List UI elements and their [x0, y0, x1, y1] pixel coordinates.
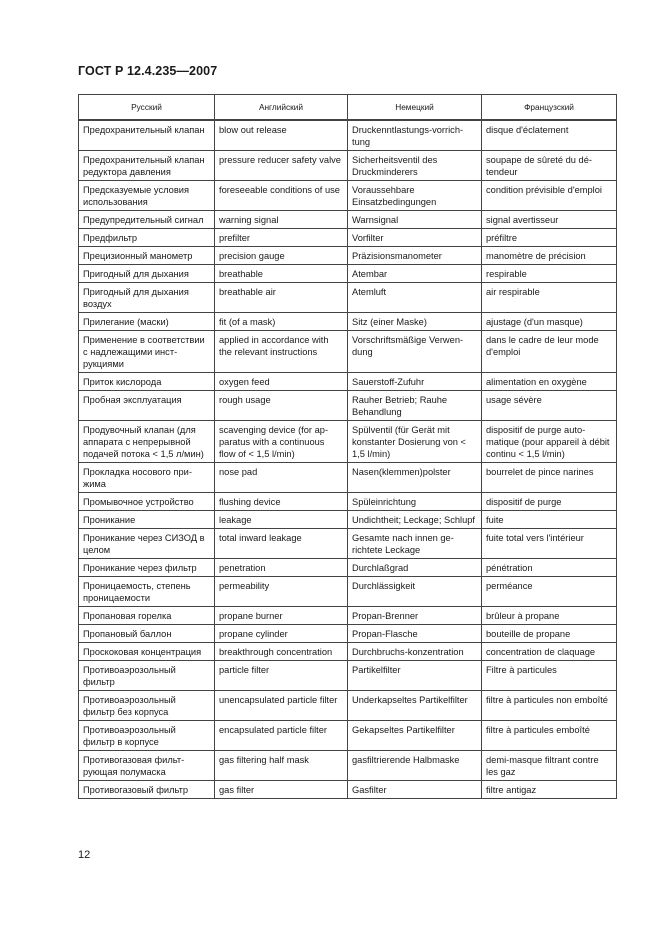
table-row — [79, 421, 617, 463]
cell-french: dispositif de purge automatique (pour appareil à débit continu < 1,5 l/min) — [482, 421, 617, 463]
cell-french: perméance — [482, 577, 617, 607]
cell-english: breathable — [215, 265, 348, 283]
cell-french: filtre antigaz — [482, 781, 617, 799]
cell-russian: Продувочный клапан (для аппарата с непрерывной подачей потока < 1,5 л/мин) — [79, 421, 215, 463]
table-row — [79, 265, 617, 283]
cell-german: Druckenntlastungs-vorrichtung — [348, 120, 482, 151]
cell-french: Filtre à particules — [482, 661, 617, 691]
cell-english: prefilter — [215, 229, 348, 247]
cell-english: warning signal — [215, 211, 348, 229]
cell-russian: Пригодный для дыхания — [79, 265, 215, 283]
cell-russian: Приток кислорода — [79, 373, 215, 391]
cell-french: fuite total vers l'intérieur — [482, 529, 617, 559]
cell-english: breakthrough concentration — [215, 643, 348, 661]
cell-german: Atemluft — [348, 283, 482, 313]
table-row — [79, 751, 617, 781]
cell-german: Rauher Betrieb; Rauhe Behandlung — [348, 391, 482, 421]
cell-russian: Предупредительный сигнал — [79, 211, 215, 229]
cell-english: unencapsulated particle filter — [215, 691, 348, 721]
cell-french: ajustage (d'un masque) — [482, 313, 617, 331]
table-row — [79, 120, 617, 151]
cell-french: bourrelet de pince narines — [482, 463, 617, 493]
cell-german: Nasen(klemmen)polster — [348, 463, 482, 493]
table-row — [79, 247, 617, 265]
cell-english: pressure reducer safety valve — [215, 151, 348, 181]
cell-english: rough usage — [215, 391, 348, 421]
document-header: ГОСТ Р 12.4.235—2007 — [78, 64, 218, 78]
cell-german: Sitz (einer Maske) — [348, 313, 482, 331]
cell-french: filtre à particules emboîté — [482, 721, 617, 751]
table-header-row — [79, 95, 617, 121]
cell-german: Gasfilter — [348, 781, 482, 799]
cell-german: Sauerstoff-Zufuhr — [348, 373, 482, 391]
cell-russian: Проникание через фильтр — [79, 559, 215, 577]
cell-french: manomètre de précision — [482, 247, 617, 265]
cell-english: scavenging device (for apparatus with a continuous flow of < 1,5 l/min) — [215, 421, 348, 463]
cell-russian: Противогазовая фильтрующая полумаска — [79, 751, 215, 781]
cell-german: Voraussehbare Einsatzbedingungen — [348, 181, 482, 211]
cell-russian: Проникание — [79, 511, 215, 529]
table-row — [79, 331, 617, 373]
cell-german: Partikelfilter — [348, 661, 482, 691]
column-header-english: Английский — [215, 95, 348, 121]
cell-russian: Применение в соответствии с надлежащими инструкциями — [79, 331, 215, 373]
table-row — [79, 181, 617, 211]
cell-french: filtre à particules non emboîté — [482, 691, 617, 721]
cell-russian: Промывочное устройство — [79, 493, 215, 511]
cell-french: condition prévisible d'emploi — [482, 181, 617, 211]
table-row — [79, 493, 617, 511]
table-row — [79, 721, 617, 751]
column-header-french: Французский — [482, 95, 617, 121]
table-row — [79, 391, 617, 421]
cell-german: Propan-Flasche — [348, 625, 482, 643]
cell-french: concentration de claquage — [482, 643, 617, 661]
cell-french: air respirable — [482, 283, 617, 313]
cell-french: bouteille de propane — [482, 625, 617, 643]
cell-german: Spülventil (für Gerät mit konstanter Dosierung von < 1,5 l/min) — [348, 421, 482, 463]
cell-french: respirable — [482, 265, 617, 283]
cell-russian: Предсказуемые условия использования — [79, 181, 215, 211]
cell-german: Gesamte nach innen gerichtete Leckage — [348, 529, 482, 559]
cell-russian: Проникание через СИЗОД в целом — [79, 529, 215, 559]
cell-english: encapsulated particle filter — [215, 721, 348, 751]
cell-russian: Проницаемость, степень проницаемости — [79, 577, 215, 607]
cell-russian: Предохранительный клапан — [79, 120, 215, 151]
cell-french: dispositif de purge — [482, 493, 617, 511]
cell-german: Sicherheitsventil des Druckminderers — [348, 151, 482, 181]
cell-german: Propan-Brenner — [348, 607, 482, 625]
cell-german: Undichtheit; Leckage; Schlupf — [348, 511, 482, 529]
table-row — [79, 625, 617, 643]
cell-french: signal avertisseur — [482, 211, 617, 229]
cell-english: total inward leakage — [215, 529, 348, 559]
cell-english: propane cylinder — [215, 625, 348, 643]
cell-russian: Пробная эксплуатация — [79, 391, 215, 421]
cell-russian: Пропановый баллон — [79, 625, 215, 643]
table-row — [79, 643, 617, 661]
cell-english: propane burner — [215, 607, 348, 625]
cell-russian: Противоаэрозольный фильтр в корпусе — [79, 721, 215, 751]
cell-english: penetration — [215, 559, 348, 577]
cell-german: gasfiltrierende Halbmaske — [348, 751, 482, 781]
cell-german: Warnsignal — [348, 211, 482, 229]
cell-german: Durchlässigkeit — [348, 577, 482, 607]
table-row — [79, 151, 617, 181]
cell-german: Vorfilter — [348, 229, 482, 247]
cell-german: Präzisionsmanometer — [348, 247, 482, 265]
table-row — [79, 463, 617, 493]
cell-french: usage sévère — [482, 391, 617, 421]
cell-french: alimentation en oxygène — [482, 373, 617, 391]
cell-english: breathable air — [215, 283, 348, 313]
table-row — [79, 529, 617, 559]
cell-german: Spüleinrichtung — [348, 493, 482, 511]
cell-english: nose pad — [215, 463, 348, 493]
page-number: 12 — [78, 849, 91, 861]
cell-german: Durchbruchs-konzentration — [348, 643, 482, 661]
cell-english: permeability — [215, 577, 348, 607]
cell-english: blow out release — [215, 120, 348, 151]
table-row — [79, 781, 617, 799]
cell-russian: Пригодный для дыхания воздух — [79, 283, 215, 313]
cell-french: disque d'éclatement — [482, 120, 617, 151]
table-row — [79, 607, 617, 625]
cell-french: dans le cadre de leur mode d'emploi — [482, 331, 617, 373]
cell-english: foreseeable conditions of use — [215, 181, 348, 211]
cell-german: Underkapseltes Partikelfilter — [348, 691, 482, 721]
cell-russian: Прокладка носового прижима — [79, 463, 215, 493]
table-row — [79, 283, 617, 313]
cell-english: applied in accordance with the relevant instructions — [215, 331, 348, 373]
cell-german: Durchlaßgrad — [348, 559, 482, 577]
cell-english: precision gauge — [215, 247, 348, 265]
cell-french: pénétration — [482, 559, 617, 577]
column-header-german: Немецкий — [348, 95, 482, 121]
table-row — [79, 577, 617, 607]
cell-french: demi-masque filtrant contre les gaz — [482, 751, 617, 781]
cell-english: gas filtering half mask — [215, 751, 348, 781]
cell-russian: Противоаэрозольный фильтр без корпуса — [79, 691, 215, 721]
table-row — [79, 211, 617, 229]
cell-russian: Проскоковая концентрация — [79, 643, 215, 661]
cell-russian: Прилегание (маски) — [79, 313, 215, 331]
cell-english: gas filter — [215, 781, 348, 799]
table-row — [79, 559, 617, 577]
cell-russian: Предфильтр — [79, 229, 215, 247]
cell-english: fit (of a mask) — [215, 313, 348, 331]
table-body — [79, 120, 617, 799]
cell-french: fuite — [482, 511, 617, 529]
table-row — [79, 511, 617, 529]
cell-russian: Предохранительный клапан редуктора давления — [79, 151, 215, 181]
cell-english: flushing device — [215, 493, 348, 511]
cell-russian: Прецизионный манометр — [79, 247, 215, 265]
table-row — [79, 229, 617, 247]
column-header-russian: Русский — [79, 95, 215, 121]
cell-german: Atembar — [348, 265, 482, 283]
cell-french: préfiltre — [482, 229, 617, 247]
cell-russian: Пропановая горелка — [79, 607, 215, 625]
table-row — [79, 691, 617, 721]
cell-french: brûleur à propane — [482, 607, 617, 625]
table-row — [79, 661, 617, 691]
cell-english: oxygen feed — [215, 373, 348, 391]
cell-russian: Противоаэрозольный фильтр — [79, 661, 215, 691]
table-row — [79, 313, 617, 331]
cell-german: Vorschriftsmäßige Verwendung — [348, 331, 482, 373]
cell-russian: Противогазовый фильтр — [79, 781, 215, 799]
cell-french: soupape de sûreté du détendeur — [482, 151, 617, 181]
cell-english: leakage — [215, 511, 348, 529]
cell-english: particle filter — [215, 661, 348, 691]
table-row — [79, 373, 617, 391]
cell-german: Gekapseltes Partikelfilter — [348, 721, 482, 751]
glossary-table — [78, 94, 617, 799]
